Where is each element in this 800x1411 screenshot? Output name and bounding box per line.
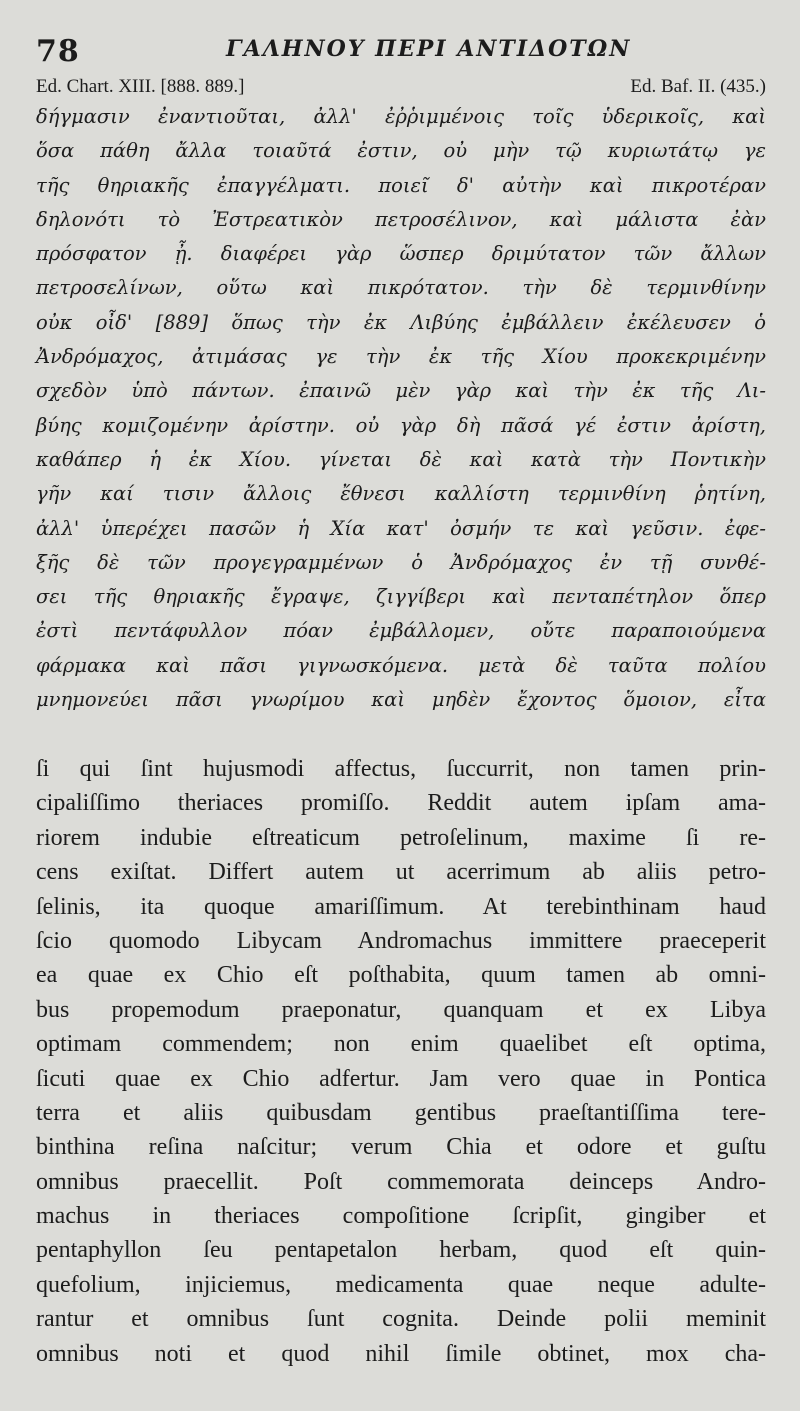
greek-line: ὅσα πάθη ἄλλα τοιαῦτά ἐστιν, οὐ μὴν τῷ κυριωτάτῳ γε: [36, 139, 766, 163]
latin-line: omnibus praecellit. Poſt commemorata deinceps Andro-: [36, 1168, 766, 1195]
page-header: [36, 34, 770, 74]
greek-line: μνημονεύει πᾶσι γνωρίμου καὶ μηδὲν ἔχοντος ὅμοιον, εἶτα: [36, 688, 766, 712]
latin-line: bus propemodum praeponatur, quanquam et ex Libya: [36, 996, 766, 1023]
latin-line: machus in theriaces compoſitione ſcripſit, gingiber et: [36, 1203, 766, 1230]
greek-line: ξῆς δὲ τῶν προγεγραμμένων ὁ Ἀνδρόμαχος ἐν τῇ συνθέ-: [36, 550, 766, 574]
greek-line: βύης κομιζομένην ἀρίστην. οὐ γὰρ δὴ πᾶσά γέ ἐστιν ἀρίστη,: [36, 413, 766, 437]
greek-line: δήγμασιν ἐναντιοῦται, ἀλλ' ἐῤῥιμμένοις τοῖς ὑδερικοῖς, καὶ: [36, 105, 766, 128]
latin-line: ſcio quomodo Libycam Andromachus immittere praeceperit: [36, 927, 766, 954]
latin-line: ſi qui ſint hujusmodi affectus, ſuccurrit, non tamen prin-: [36, 756, 766, 782]
latin-line: optimam commendem; non enim quaelibet eſt optima,: [36, 1031, 766, 1058]
edition-basel-reference: Ed. Baf. II. (435.): [630, 76, 766, 97]
greek-line: ἐστὶ πεντάφυλλον πόαν ἐμβάλλομεν, οὔτε παραποιούμενα: [36, 619, 766, 643]
greek-line: πετροσελίνων, οὕτω καὶ πικρότατον. τὴν δὲ τερμινθίνην: [36, 276, 766, 300]
greek-line: τῆς θηριακῆς ἐπαγγέλματι. ποιεῖ δ' αὐτὴν καὶ πικροτέραν: [36, 173, 766, 197]
greek-line: σχεδὸν ὑπὸ πάντων. ἐπαινῶ μὲν γὰρ καὶ τὴν ἐκ τῆς Λι-: [36, 379, 766, 403]
running-title: ΓΑΛΗΝΟΥ ΠΕΡΙ ΑΝΤΙΔΟΤΩΝ: [226, 36, 632, 62]
latin-line: ſelinis, ita quoque amariſſimum. At terebinthinam haud: [36, 893, 766, 920]
latin-translation-block: [36, 752, 766, 1371]
latin-line: quefolium, injiciemus, medicamenta quae neque adulte-: [36, 1271, 766, 1298]
edition-chartier-reference: Ed. Chart. XIII. [888. 889.]: [36, 76, 245, 97]
latin-line: pentaphyllon ſeu pentapetalon herbam, quod eſt quin-: [36, 1237, 766, 1264]
latin-line: terra et aliis quibusdam gentibus praeſtantiſſima tere-: [36, 1099, 766, 1126]
greek-line: καθάπερ ἡ ἐκ Χίου. γίνεται δὲ καὶ κατὰ τὴν Ποντικὴν: [36, 447, 766, 471]
greek-line: φάρμακα καὶ πᾶσι γιγνωσκόμενα. μετὰ δὲ ταῦτα πολίου: [36, 653, 766, 677]
latin-line: binthina reſina naſcitur; verum Chia et odore et guſtu: [36, 1134, 766, 1161]
latin-line: ſicuti quae ex Chio adfertur. Jam vero quae in Pontica: [36, 1065, 766, 1092]
greek-line: Ἀνδρόμαχος, ἀτιμάσας γε τὴν ἐκ τῆς Χίου προκεκριμένην: [36, 345, 766, 369]
greek-line: σει τῆς θηριακῆς ἔγραψε, ζιγγίβερι καὶ πενταπέτηλον ὅπερ: [36, 585, 766, 609]
latin-line: cipaliſſimo theriaces promiſſo. Reddit autem ipſam ama-: [36, 790, 766, 817]
latin-line: riorem indubie eſtreaticum petroſelinum, maxime ſi re-: [36, 824, 766, 851]
greek-line: πρόσφατον ᾖ. διαφέρει γὰρ ὥσπερ δριμύτατον τῶν ἄλλων: [36, 242, 766, 266]
greek-line: οὐκ οἶδ' [889] ὅπως τὴν ἐκ Λιβύης ἐμβάλλειν ἐκέλευσεν ὁ: [36, 310, 766, 334]
greek-text-block: [36, 100, 766, 717]
greek-line: δηλονότι τὸ Ἐστρεατικὸν πετροσέλινον, καὶ μάλιστα ἐὰν: [36, 207, 766, 231]
greek-line: γῆν καί τισιν ἄλλοις ἔθνεσι καλλίστη τερμινθίνη ῥητίνη,: [36, 482, 766, 506]
latin-line: rantur et omnibus ſunt cognita. Deinde polii meminit: [36, 1306, 766, 1333]
latin-line: cens exiſtat. Differt autem ut acerrimum ab aliis petro-: [36, 859, 766, 886]
latin-line: ea quae ex Chio eſt poſthabita, quum tamen ab omni-: [36, 962, 766, 989]
page-number: 78: [36, 34, 80, 69]
greek-line: ἀλλ' ὑπερέχει πασῶν ἡ Χία κατ' ὀσμήν τε καὶ γεῦσιν. ἐφε-: [36, 516, 766, 540]
latin-line: omnibus noti et quod nihil ſimile obtinet, mox cha-: [36, 1340, 766, 1367]
